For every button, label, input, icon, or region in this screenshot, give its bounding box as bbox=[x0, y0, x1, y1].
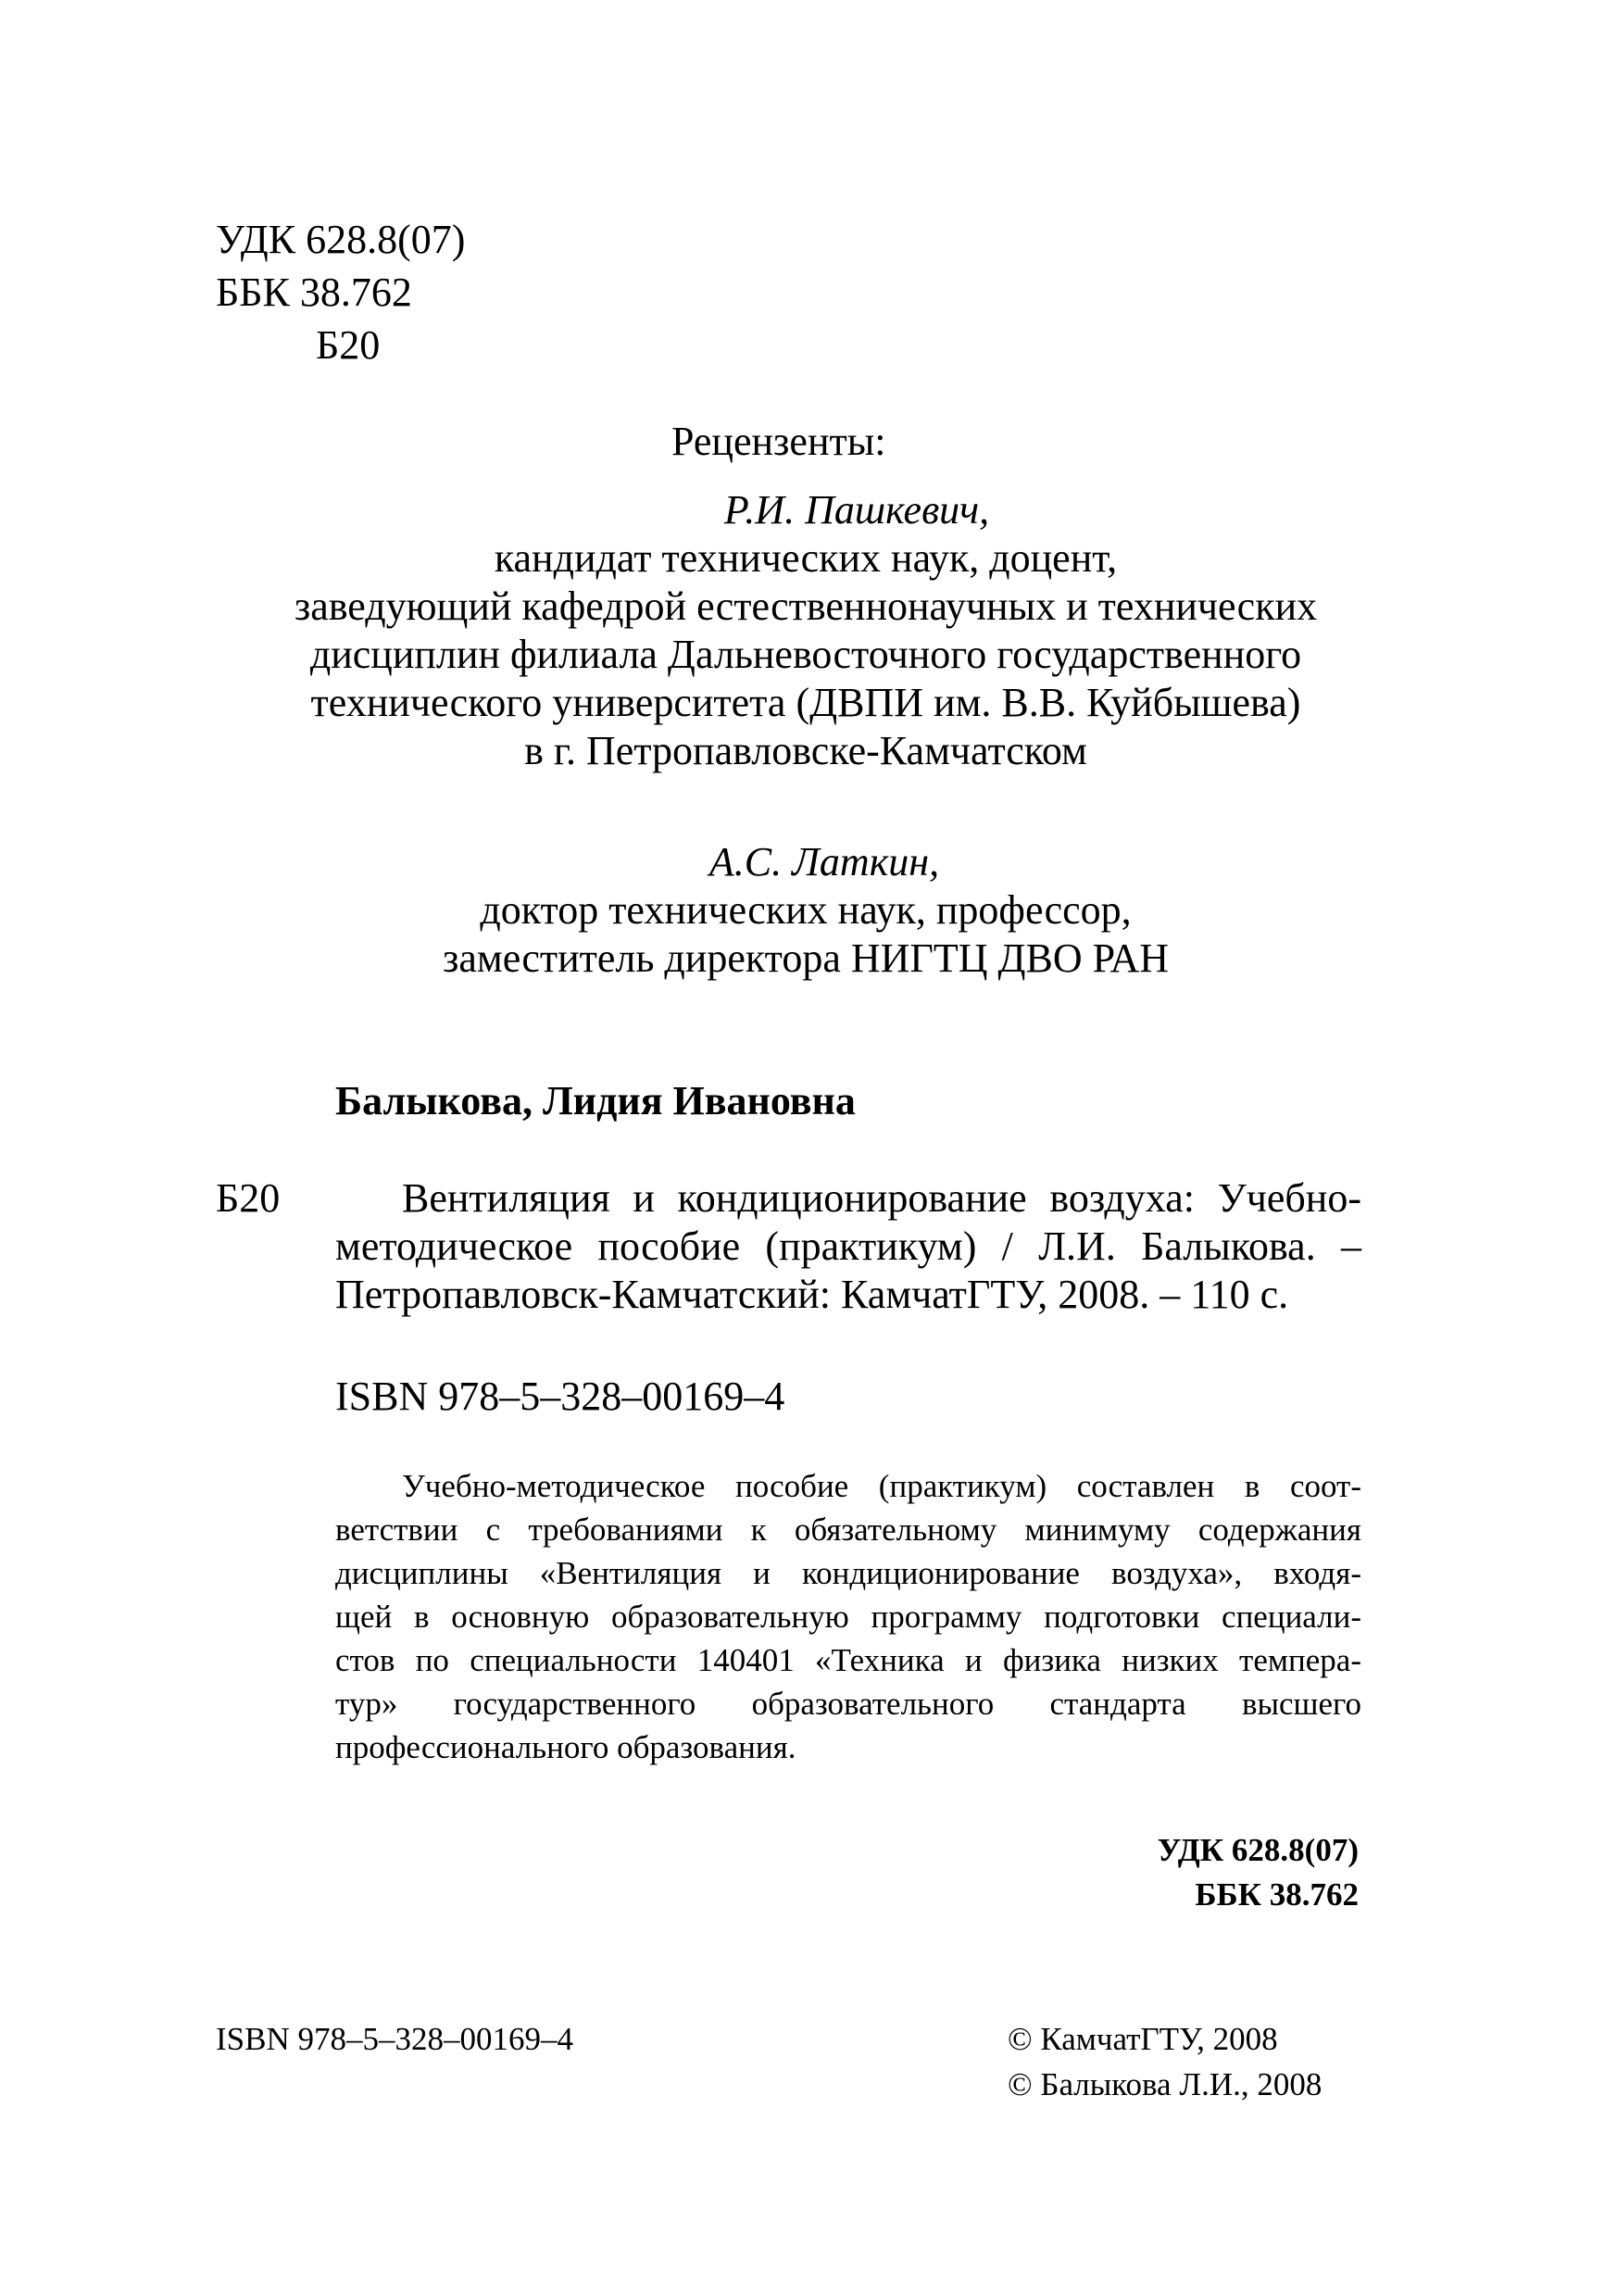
catalog-author-heading: Балыкова, Лидия Ивановна bbox=[335, 1078, 856, 1123]
bbk-code: ББК 38.762 bbox=[216, 270, 412, 315]
reviewer-2-line: заместитель директора НИГТЦ ДВО РАН bbox=[442, 935, 1170, 981]
footer-copyright-author: © Балыкова Л.И., 2008 bbox=[1008, 2066, 1322, 2102]
reviewer-1-block bbox=[218, 486, 1394, 775]
footer-isbn: ISBN 978–5–328–00169–4 bbox=[216, 2021, 573, 2057]
reviewer-2-block bbox=[218, 838, 1394, 983]
udk-code: УДК 628.8(07) bbox=[216, 217, 466, 262]
annotation-line: ветствии с требованиями к обязательному минимуму содержания bbox=[335, 1512, 1361, 1548]
annotation-line: стов по специальности 140401 «Техника и физика низких темпера- bbox=[335, 1642, 1361, 1678]
annotation bbox=[335, 1464, 1361, 1769]
reviewers-heading: Рецензенты: bbox=[671, 419, 886, 464]
author-sign: Б20 bbox=[316, 322, 381, 368]
footer-copyright-publisher: © КамчатГТУ, 2008 bbox=[1008, 2021, 1278, 2057]
catalog-description-line: Вентиляция и кондиционирование воздуха: Учебно- bbox=[402, 1175, 1361, 1221]
catalog-description-line: методическое пособие (практикум) / Л.И. Балыкова. – bbox=[335, 1223, 1361, 1269]
reviewer-2-name: А.С. Латкин, bbox=[708, 839, 940, 885]
annotation-line: дисциплины «Вентиляция и кондиционирование воздуха», входя- bbox=[335, 1555, 1361, 1591]
annotation-line: щей в основную образовательную программу подготовки специали- bbox=[335, 1599, 1361, 1635]
reviewer-1-name: Р.И. Пашкевич, bbox=[723, 487, 990, 533]
reviewer-1-line: дисциплин филиала Дальневосточного государственного bbox=[309, 632, 1302, 677]
reviewer-1-line: заведующий кафедрой естественнонаучных и технических bbox=[294, 583, 1318, 629]
reviewer-1-line: в г. Петропавловске-Камчатском bbox=[524, 728, 1087, 773]
catalog-sign: Б20 bbox=[216, 1175, 281, 1221]
reviewer-2-line: доктор технических наук, профессор, bbox=[480, 887, 1132, 933]
annotation-line: Учебно-методическое пособие (практикум) составлен в соот- bbox=[402, 1468, 1361, 1504]
footer-udk-code: УДК 628.8(07) bbox=[1157, 1832, 1359, 1868]
reviewer-1-line: технического университета (ДВПИ им. В.В. Куйбышева) bbox=[310, 680, 1301, 725]
reviewer-1-line: кандидат технических наук, доцент, bbox=[494, 535, 1118, 581]
footer-bbk-code: ББК 38.762 bbox=[1195, 1876, 1359, 1913]
annotation-line: профессионального образования. bbox=[335, 1729, 796, 1765]
catalog-description-line: Петропавловск-Камчатский: КамчатГТУ, 2008. – 110 с. bbox=[335, 1272, 1289, 1317]
annotation-line: тур» государственного образовательного стандарта высшего bbox=[335, 1686, 1361, 1722]
catalog-isbn: ISBN 978–5–328–00169–4 bbox=[335, 1374, 785, 1419]
catalog-description bbox=[335, 1174, 1361, 1319]
